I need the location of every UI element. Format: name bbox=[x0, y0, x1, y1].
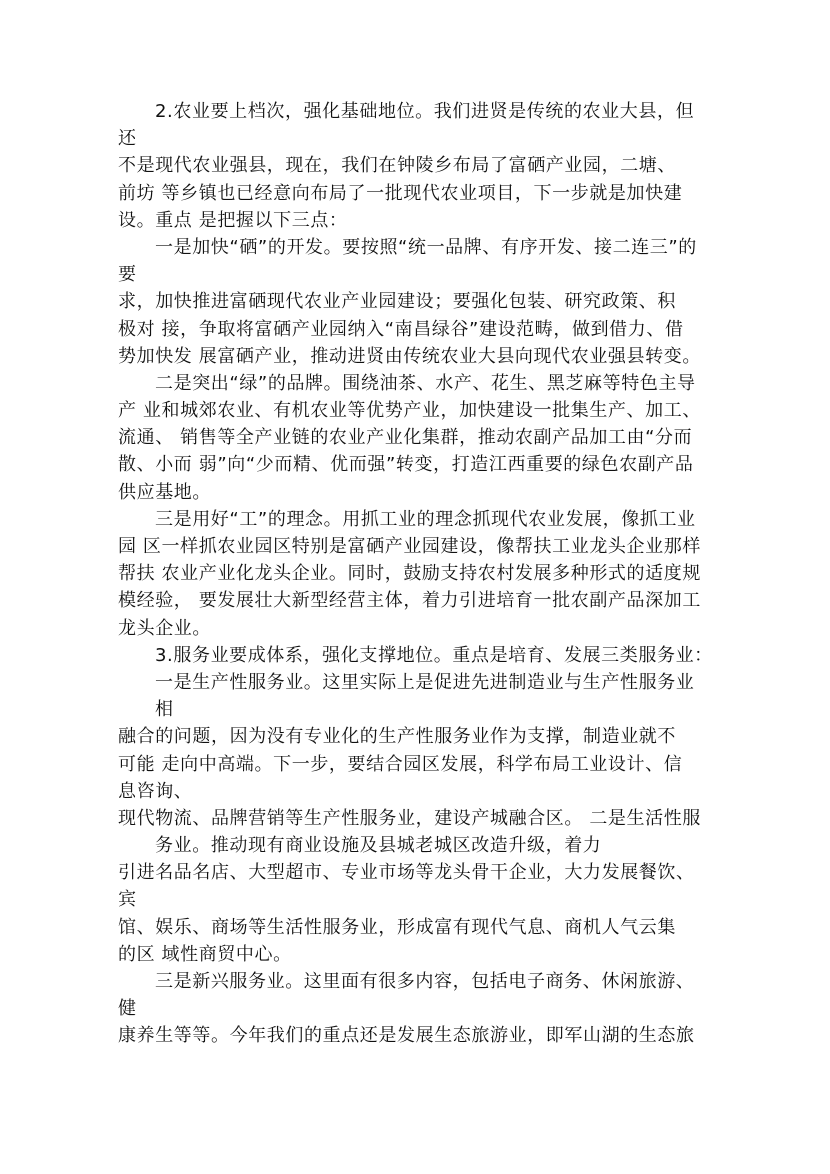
paragraph-line: 务业。推动现有商业设施及县城老城区改造升级，着力 bbox=[155, 835, 602, 857]
paragraph-line: 融合的问题，因为没有专业化的生产性服务业作为支撑，制造业就不 bbox=[118, 726, 676, 748]
paragraph-line: 求，加快推进富硒现代农业产业园建设；要强化包装、研究政策、积 bbox=[118, 291, 676, 313]
paragraph-line: 园 区一样抓农业园区特别是富硒产业园建设，像帮扶工业龙头企业那样 bbox=[118, 536, 701, 557]
paragraph-line: 三是新兴服务业。这里面有很多内容，包括电子商务、休闲旅游、 bbox=[155, 971, 695, 992]
paragraph-line: 引进名品名店、大型超市、专业市场等龙头骨干企业，大力发展餐饮、 bbox=[118, 862, 695, 884]
paragraph-line: 还 bbox=[118, 128, 137, 150]
paragraph-line: 3.服务业要成体系，强化支撑地位。重点是培育、发展三类服务业： bbox=[155, 644, 713, 666]
paragraph-line: 供应基地。 bbox=[118, 481, 211, 503]
paragraph-line: 2.农业要上档次，强化基础地位。我们进贤是传统的农业大县，但 bbox=[155, 101, 695, 122]
paragraph-line: 可能 走向中高端。下一步，要结合园区发展，科学布局工业设计、信 bbox=[118, 753, 683, 775]
paragraph-line: 现代物流、品牌营销等生产性服务业，建设产城融合区。 二是生活性服 bbox=[118, 807, 701, 829]
paragraph-line: 流通、 销售等全产业链的农业产业化集群，推动农副产品加工由“分而 bbox=[118, 427, 693, 449]
paragraph-line: 宾 bbox=[118, 889, 137, 911]
paragraph-line: 极对 接，争取将富硒产业园纳入“南昌绿谷”建设范畴，做到借力、借 bbox=[118, 318, 684, 340]
paragraph-line: 一是加快“硒”的开发。要按照“统一品牌、有序开发、接二连三”的 bbox=[155, 236, 697, 258]
paragraph-line: 息咨询、 bbox=[118, 780, 193, 802]
paragraph-line: 相 bbox=[155, 699, 174, 721]
paragraph-line: 散、小而 弱”向“少而精、优而强”转变，打造江西重要的绿色农副产品 bbox=[118, 454, 694, 476]
paragraph-line: 三是用好“工”的理念。用抓工业的理念抓现代农业发展，像抓工业 bbox=[155, 508, 696, 530]
paragraph-line: 帮扶 农业产业化龙头企业。同时，鼓励支持农村发展多种形式的适度规 bbox=[118, 563, 701, 585]
paragraph-line: 的区 域性商贸中心。 bbox=[118, 943, 292, 965]
paragraph-line: 不是现代农业强县，现在，我们在钟陵乡布局了富硒产业园，二塘、 bbox=[118, 155, 676, 177]
paragraph-line: 势加快发 展富硒产业，推动进贤由传统农业大县向现代农业强县转变。 bbox=[118, 345, 701, 367]
paragraph-line: 一是生产性服务业。这里实际上是促进先进制造业与生产性服务业 bbox=[155, 671, 695, 693]
document-body bbox=[118, 98, 798, 1050]
paragraph-line: 产 业和城郊农业、有机农业等优势产业，加快建设一批集生产、加工、 bbox=[118, 400, 701, 422]
paragraph-line: 二是突出“绿”的品牌。围绕油茶、水产、花生、黑芝麻等特色主导 bbox=[155, 372, 696, 394]
paragraph-line: 康养生等等。今年我们的重点还是发展生态旅游业，即军山湖的生态旅 bbox=[118, 1025, 695, 1047]
paragraph-line: 健 bbox=[118, 998, 137, 1020]
paragraph-line: 要 bbox=[118, 264, 137, 286]
paragraph-line: 前坊 等乡镇也已经意向布局了一批现代农业项目，下一步就是加快建 bbox=[118, 182, 683, 204]
paragraph-line: 馆、娱乐、商场等生活性服务业，形成富有现代气息、商机人气云集 bbox=[118, 916, 676, 938]
paragraph-line: 模经验， 要发展壮大新型经营主体，着力引进培育一批农副产品深加工 bbox=[118, 590, 701, 612]
paragraph-line: 设。重点 是把握以下三点： bbox=[118, 209, 348, 231]
paragraph-line: 龙头企业。 bbox=[118, 617, 211, 639]
